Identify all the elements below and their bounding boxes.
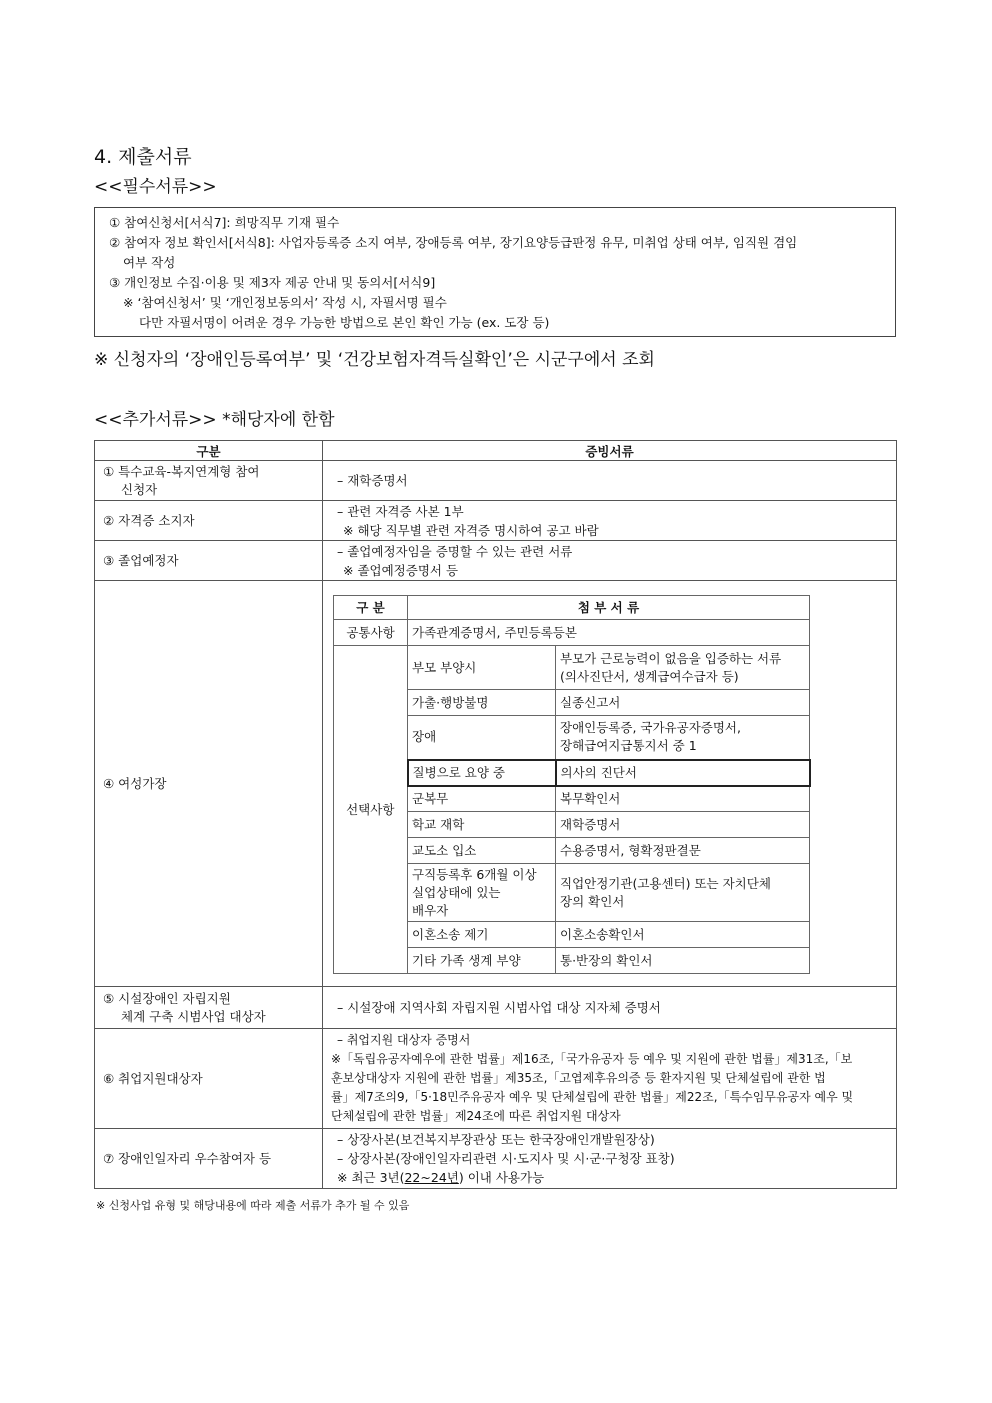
additional-docs-table xyxy=(94,440,897,1189)
sub-item-name: 질병으로 요양 중 xyxy=(408,760,556,786)
row-label-certificate: ② 자격증 소지자 xyxy=(95,501,323,541)
row-doc-graduate: – 졸업예정자임을 증명할 수 있는 관련 서류 ※ 졸업예정증명서 등 xyxy=(323,541,897,581)
sub-item-name: 가출·행방불명 xyxy=(408,690,556,716)
row-doc-employment-support: – 취업지원 대상자 증명서 ※「독립유공자예우에 관한 법률」제16조,「국가유공자 등 예우 및 지원에 관한 법률」제31조,「보 훈보상대상자 지원에 관한 법률」제35조,「고엽제후유의증 등 환자지원 및 단체설립에 관한 법 률」제7조의9,「5·18민주유공자 예우 및 단체설립에 관한 법률」제22조,「특수임무유공자 예우 및 단체설립에 관한 법률」제24조에 따른 취업지원 대상자 xyxy=(323,1029,897,1129)
required-note: ※ ‘참여신청서’ 및 ‘개인정보동의서’ 작성 시, 자필서명 필수 xyxy=(123,295,447,310)
sub-item-name: 구직등록후 6개월 이상 실업상태에 있는 배우자 xyxy=(408,864,556,922)
section-title: 4. 제출서류 xyxy=(94,146,192,168)
lookup-note: ※ 신청자의 ‘장애인등록여부’ 및 ‘건강보험자격득실확인’은 시군구에서 조회 xyxy=(94,350,655,370)
sub-item-doc: 이혼소송확인서 xyxy=(556,922,810,948)
sub-item-doc: 부모가 근로능력이 없음을 입증하는 서류 (의사진단서, 생계급여수급자 등) xyxy=(556,646,810,690)
sub-item-name: 학교 재학 xyxy=(408,812,556,838)
sub-item-doc: 통·반장의 확인서 xyxy=(556,948,810,974)
sub-item-name: 군복무 xyxy=(408,786,556,812)
sub-item-name: 부모 부양시 xyxy=(408,646,556,690)
footnote: ※ 신청사업 유형 및 해당내용에 따라 제출 서류가 추가 될 수 있음 xyxy=(96,1199,410,1212)
row-label-employment-support: ⑥ 취업지원대상자 xyxy=(95,1029,323,1129)
sub-item-name: 장애 xyxy=(408,716,556,760)
required-heading: <<필수서류>> xyxy=(94,177,217,197)
common-label: 공통사항 xyxy=(334,620,408,646)
row-label-excellent-participant: ⑦ 장애인일자리 우수참여자 등 xyxy=(95,1129,323,1189)
sub-item-doc: 실종신고서 xyxy=(556,690,810,716)
sub-item-doc: 직업안정기관(고용센터) 또는 자치단체 장의 확인서 xyxy=(556,864,810,922)
row-doc-certificate: – 관련 자격증 사본 1부 ※ 해당 직무별 관련 자격증 명시하여 공고 바람 xyxy=(323,501,897,541)
row-doc-special-edu: – 재학증명서 xyxy=(323,461,897,501)
sub-item-doc: 수용증명서, 형확정판결문 xyxy=(556,838,810,864)
row-doc-female-head xyxy=(323,581,897,987)
row-label-facility-disabled: ⑤ 시설장애인 자립지원 체계 구축 시범사업 대상자 xyxy=(95,987,323,1029)
row-label-female-head: ④ 여성가장 xyxy=(95,581,323,987)
row-doc-excellent-participant: – 상장사본(보건복지부장관상 또는 한국장애인개발원장상) – 상장사본(장애인일자리관련 시·도지사 및 시·군·구청장 표창) ※ 최근 3년(22~24년) 이내 사용가능 xyxy=(323,1129,897,1189)
row-label-special-edu: ① 특수교육-복지연계형 참여 신청자 xyxy=(95,461,323,501)
sub-item-name: 교도소 입소 xyxy=(408,838,556,864)
required-note-cont: 다만 자필서명이 어려운 경우 가능한 방법으로 본인 확인 가능 (ex. 도장 등) xyxy=(139,315,550,330)
sub-item-name: 기타 가족 생계 부양 xyxy=(408,948,556,974)
sub-item-doc: 재학증명서 xyxy=(556,812,810,838)
row-label-graduate: ③ 졸업예정자 xyxy=(95,541,323,581)
additional-heading: <<추가서류>> *해당자에 한함 xyxy=(94,410,335,430)
common-doc: 가족관계증명서, 주민등록등본 xyxy=(408,620,810,646)
sub-header-category: 구 분 xyxy=(334,596,408,620)
female-head-subtable xyxy=(333,595,811,974)
sub-header-attachments: 첨 부 서 류 xyxy=(408,596,810,620)
required-item-1: ① 참여신청서[서식7]: 희망직무 기재 필수 xyxy=(109,215,340,230)
sub-item-doc: 의사의 진단서 xyxy=(556,760,810,786)
col-header-category: 구분 xyxy=(95,441,323,461)
required-item-2: ② 참여자 정보 확인서[서식8]: 사업자등록증 소지 여부, 장애등록 여부, 장기요양등급판정 유무, 미취업 상태 여부, 임직원 겸임 xyxy=(109,235,798,250)
sub-item-doc: 복무확인서 xyxy=(556,786,810,812)
col-header-documents: 증빙서류 xyxy=(323,441,897,461)
required-item-3: ③ 개인정보 수집·이용 및 제3자 제공 안내 및 동의서[서식9] xyxy=(109,275,436,290)
required-item-2-cont: 여부 작성 xyxy=(123,255,176,270)
optional-label: 선택사항 xyxy=(334,646,408,974)
required-docs-box xyxy=(94,207,896,337)
sub-item-name: 이혼소송 제기 xyxy=(408,922,556,948)
sub-item-doc: 장애인등록증, 국가유공자증명서, 장해급여지급통지서 중 1 xyxy=(556,716,810,760)
row-doc-facility-disabled: – 시설장애 지역사회 자립지원 시범사업 대상 지자체 증명서 xyxy=(323,987,897,1029)
